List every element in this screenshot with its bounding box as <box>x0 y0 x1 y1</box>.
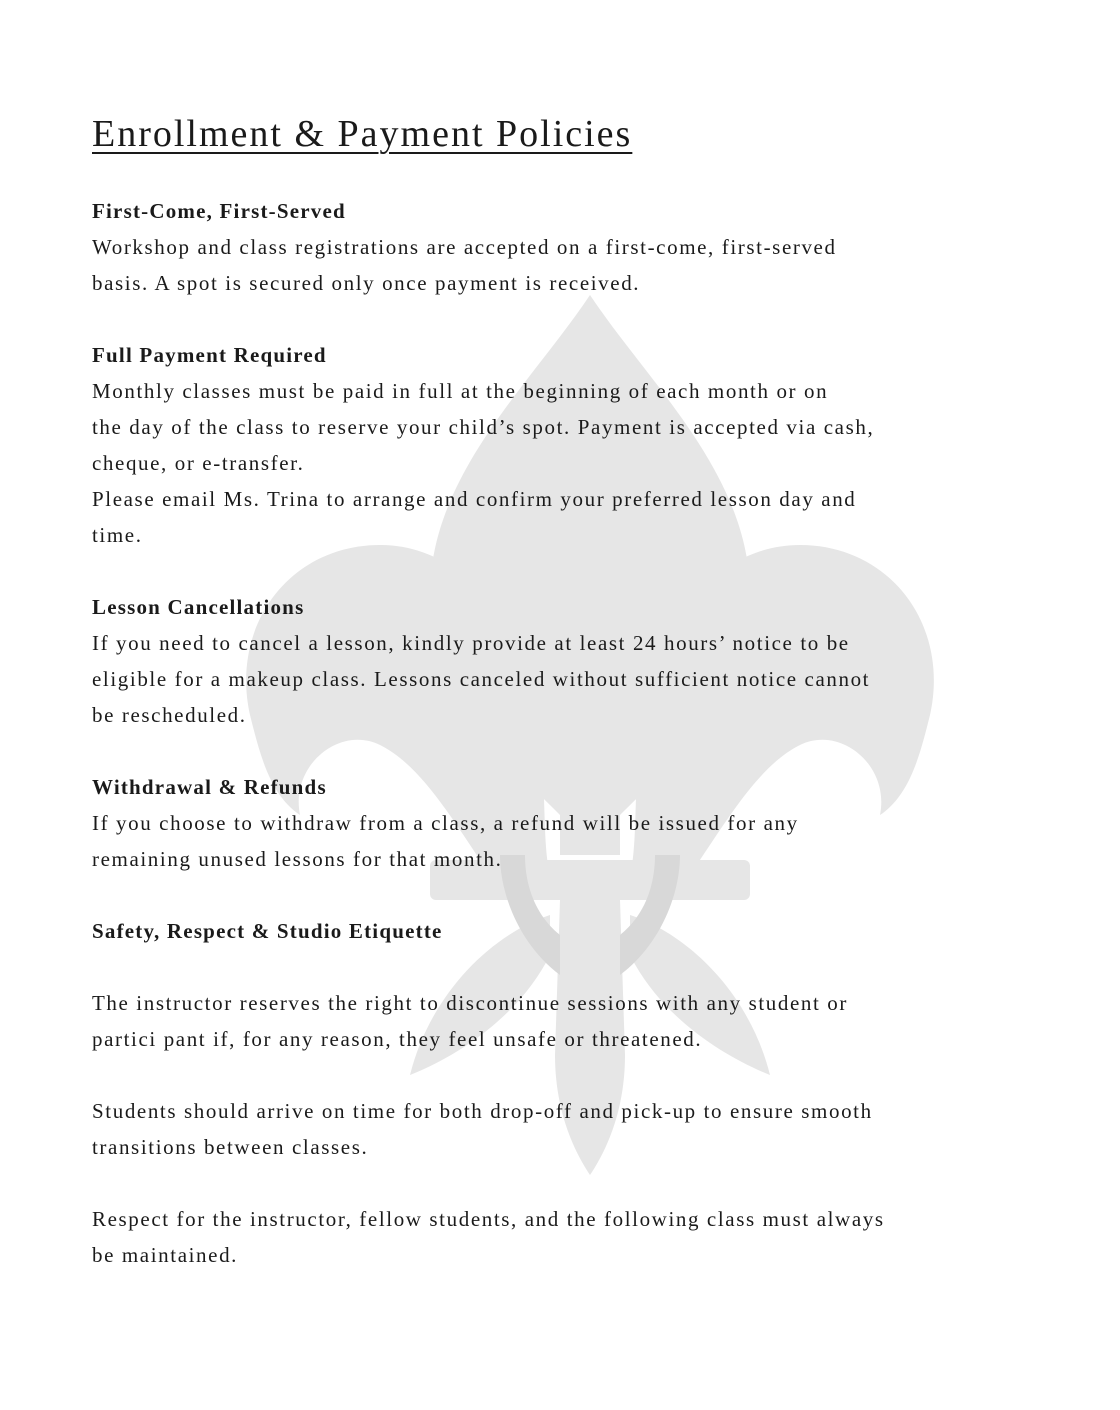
section-lesson-cancellations <box>92 589 1052 733</box>
paragraph-text: Students should arrive on time for both drop-off and pick-up to ensure smooth <box>92 1099 873 1123</box>
section-text: If you need to cancel a lesson, kindly provide at least 24 hours’ notice to be <box>92 631 850 655</box>
section-text: basis. A spot is secured only once payment is received. <box>92 271 641 295</box>
section-heading: First-Come, First-Served <box>92 199 346 223</box>
section-withdrawal-refunds <box>92 769 1052 877</box>
section-safety-respect <box>92 913 1052 949</box>
section-text: cheque, or e-transfer. <box>92 451 305 475</box>
section-full-payment <box>92 337 1052 553</box>
page-title: Enrollment & Payment Policies <box>92 113 633 155</box>
section-heading: Safety, Respect & Studio Etiquette <box>92 919 443 943</box>
section-heading: Full Payment Required <box>92 343 327 367</box>
paragraph-arrival-times <box>92 1093 1052 1165</box>
section-text: the day of the class to reserve your child’s spot. Payment is accepted via cash, <box>92 415 875 439</box>
section-first-come <box>92 193 1052 301</box>
section-text: Workshop and class registrations are accepted on a first-come, first-served <box>92 235 837 259</box>
section-text: If you choose to withdraw from a class, a refund will be issued for any <box>92 811 799 835</box>
paragraph-text: Respect for the instructor, fellow students, and the following class must always <box>92 1207 885 1231</box>
paragraph-text: transitions between classes. <box>92 1135 369 1159</box>
paragraph-text: partici pant if, for any reason, they feel unsafe or threatened. <box>92 1027 703 1051</box>
section-text: remaining unused lessons for that month. <box>92 847 503 871</box>
paragraph-instructor-rights <box>92 985 1052 1057</box>
section-text: Please email Ms. Trina to arrange and confirm your preferred lesson day and <box>92 487 857 511</box>
section-text: Monthly classes must be paid in full at the beginning of each month or on <box>92 379 829 403</box>
paragraph-text: The instructor reserves the right to discontinue sessions with any student or <box>92 991 848 1015</box>
section-text: time. <box>92 523 143 547</box>
paragraph-text: be maintained. <box>92 1243 239 1267</box>
section-heading: Lesson Cancellations <box>92 595 305 619</box>
section-heading: Withdrawal & Refunds <box>92 775 327 799</box>
paragraph-respect <box>92 1201 1052 1273</box>
section-text: eligible for a makeup class. Lessons canceled without sufficient notice cannot <box>92 667 871 691</box>
section-text: be rescheduled. <box>92 703 247 727</box>
